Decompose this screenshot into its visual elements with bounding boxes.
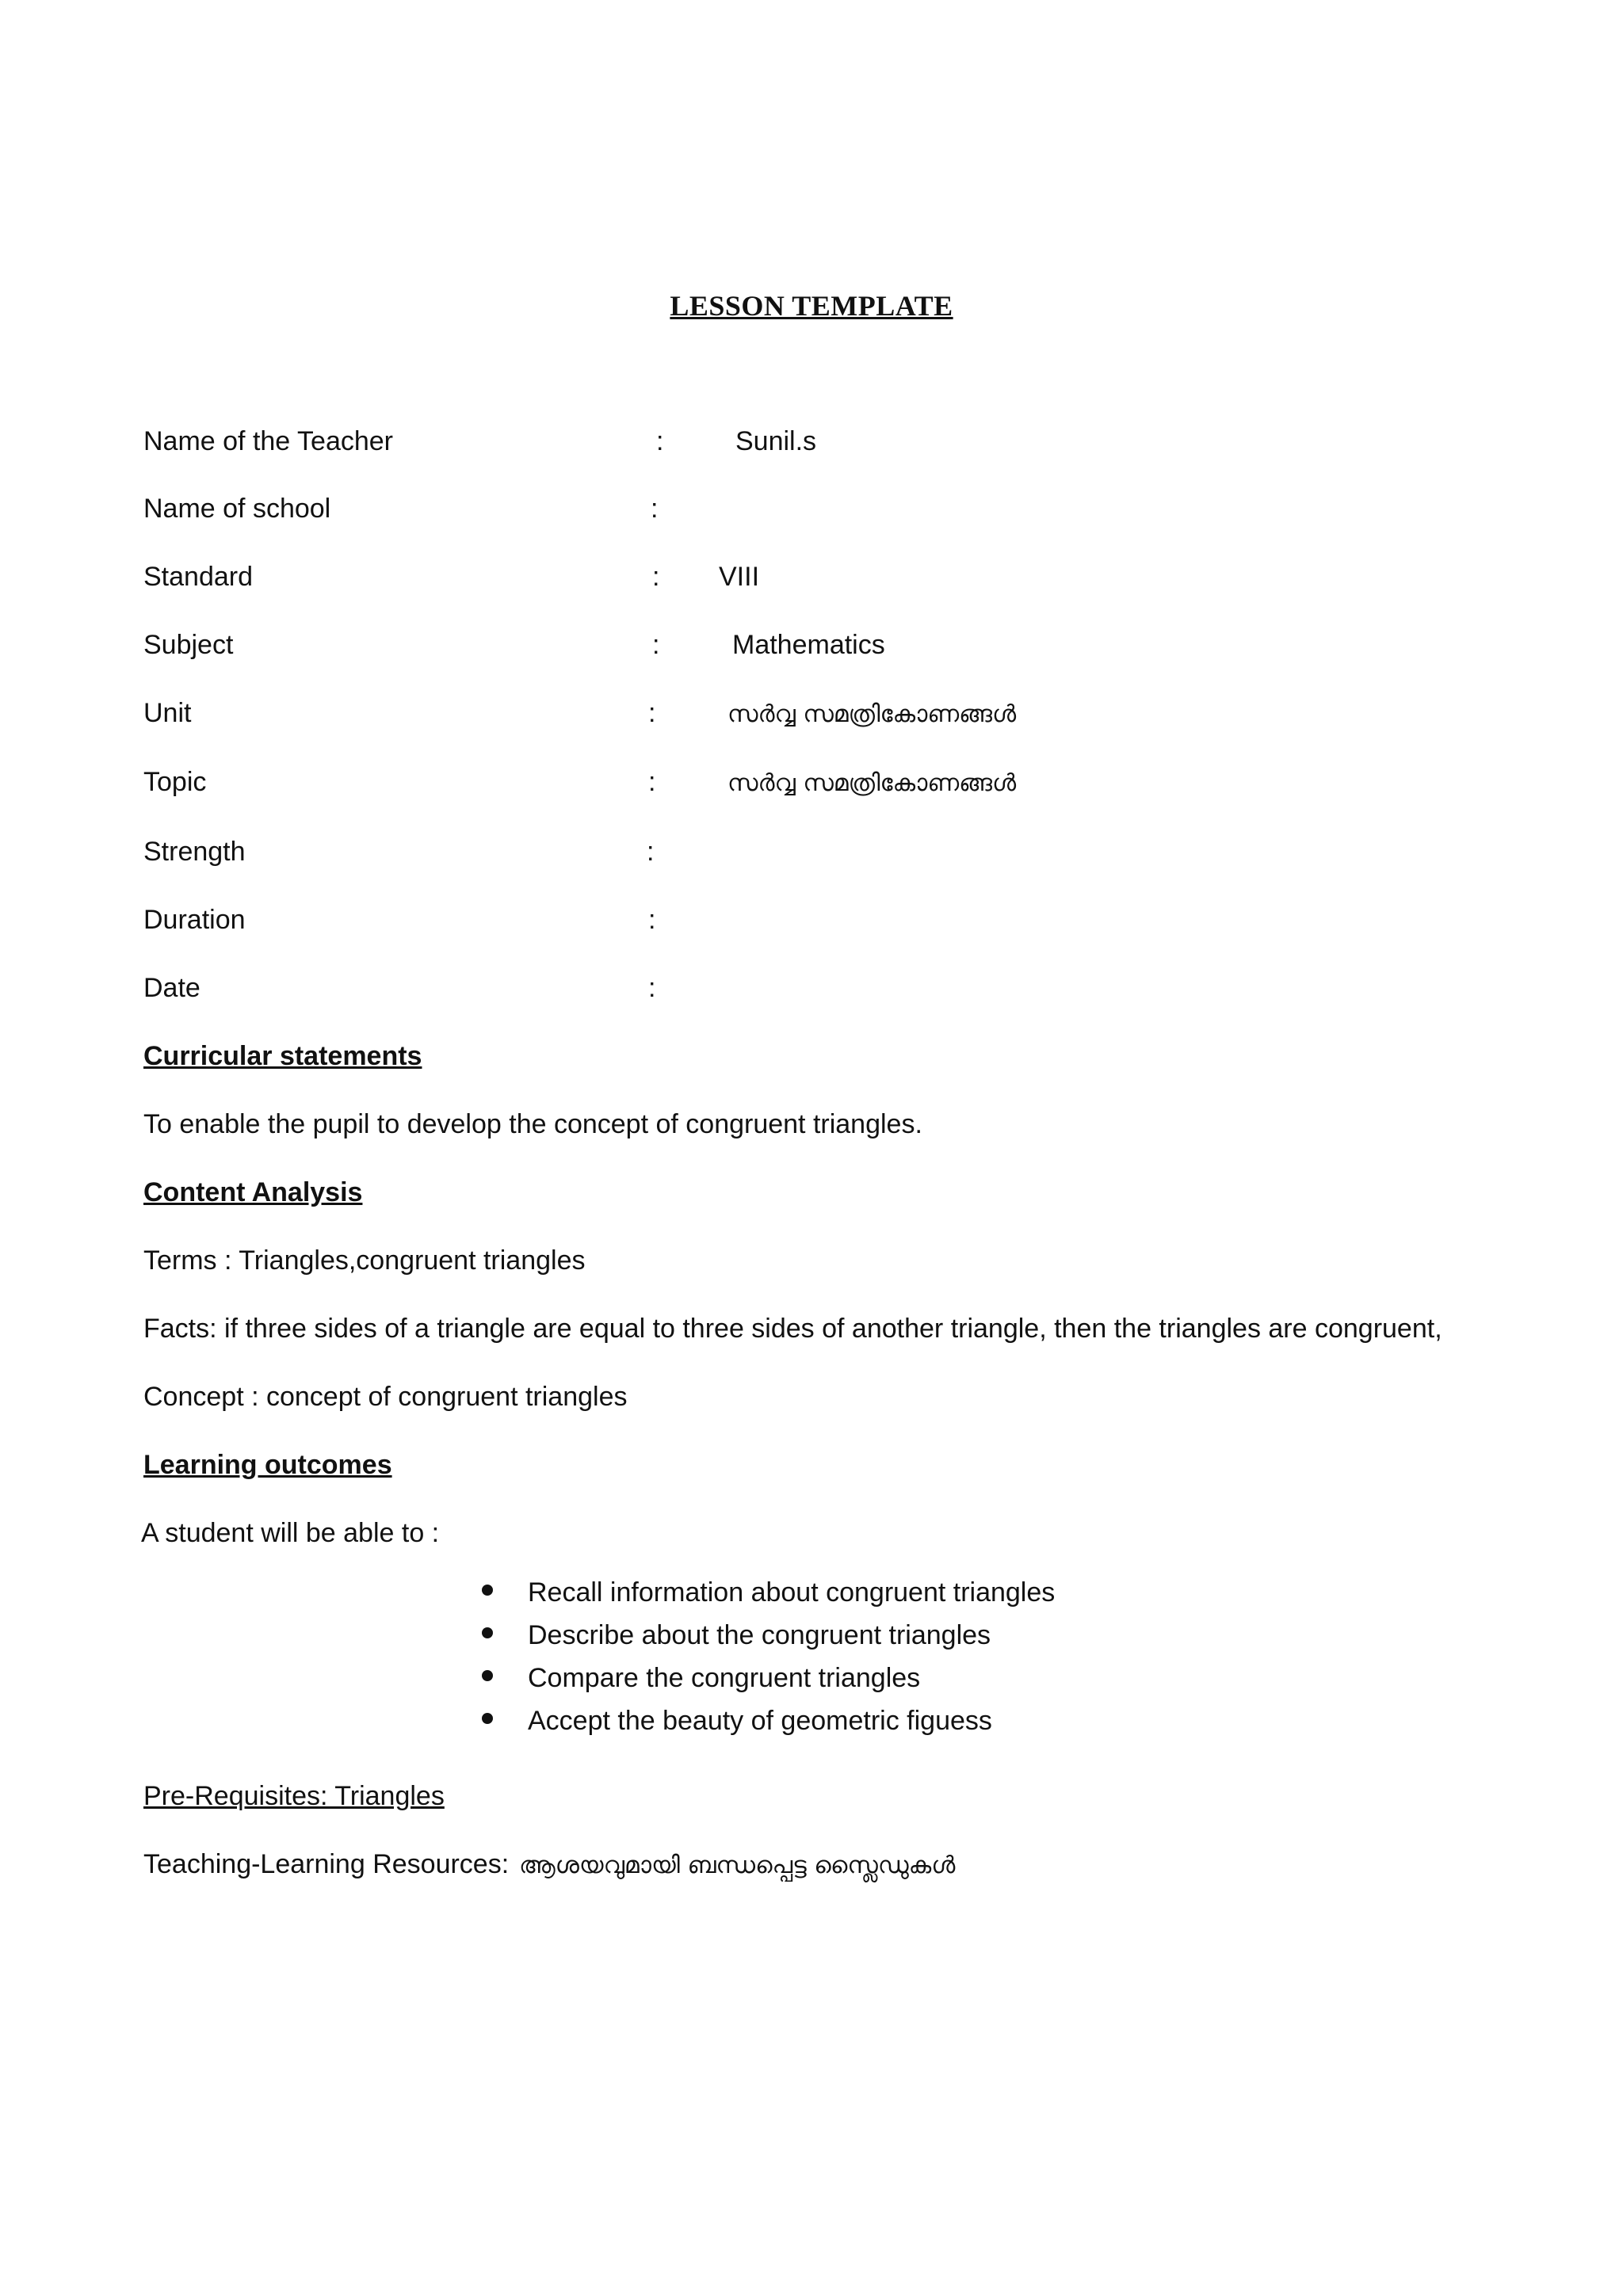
- content-facts: Facts: if three sides of a triangle are equal to three sides of another triangle, then the triangles are congruent,: [143, 1314, 1442, 1344]
- field-colon-school: :: [651, 494, 659, 524]
- field-label-strength: Strength: [143, 837, 246, 867]
- field-colon-strength: :: [647, 837, 655, 867]
- page-title: LESSON TEMPLATE: [670, 290, 953, 322]
- resources-label: Teaching-Learning Resources:: [143, 1849, 510, 1879]
- bullet-icon: [482, 1627, 493, 1638]
- content-concept: Concept : concept of congruent triangles: [143, 1382, 628, 1412]
- field-label-standard: Standard: [143, 562, 253, 592]
- field-label-duration: Duration: [143, 905, 246, 935]
- content-terms: Terms : Triangles,congruent triangles: [143, 1245, 586, 1276]
- field-value-subject: Mathematics: [732, 630, 885, 660]
- prerequisites: Pre-Requisites: Triangles: [143, 1781, 445, 1811]
- field-label-teacher: Name of the Teacher: [143, 426, 393, 456]
- list-item-text: Describe about the congruent triangles: [528, 1620, 991, 1650]
- field-colon-standard: :: [652, 562, 660, 592]
- field-value-teacher: Sunil.s: [735, 426, 817, 456]
- field-label-unit: Unit: [143, 698, 192, 728]
- content-analysis-heading: Content Analysis: [143, 1177, 363, 1207]
- field-colon-unit: :: [648, 698, 656, 728]
- list-item-text: Compare the congruent triangles: [528, 1663, 921, 1693]
- field-label-school: Name of school: [143, 494, 331, 524]
- learning-outcomes-intro: A student will be able to :: [141, 1518, 440, 1548]
- field-value-topic: സർവ്വ സമത്രികോണങ്ങൾ: [727, 769, 1017, 797]
- field-label-subject: Subject: [143, 630, 234, 660]
- field-colon-duration: :: [648, 905, 656, 935]
- learning-outcomes-heading: Learning outcomes: [143, 1450, 392, 1480]
- curricular-text: To enable the pupil to develop the concept of congruent triangles.: [143, 1109, 922, 1139]
- bullet-icon: [482, 1670, 493, 1681]
- curricular-heading: Curricular statements: [143, 1041, 422, 1071]
- bullet-icon: [482, 1713, 493, 1724]
- list-item: [475, 1703, 1055, 1746]
- list-item: [475, 1618, 1055, 1661]
- field-colon-date: :: [648, 973, 656, 1003]
- field-colon-topic: :: [648, 767, 656, 797]
- field-label-topic: Topic: [143, 767, 207, 797]
- field-value-unit: സർവ്വ സമത്രികോണങ്ങൾ: [727, 700, 1017, 728]
- field-label-date: Date: [143, 973, 200, 1003]
- field-value-standard: VIII: [719, 562, 760, 592]
- list-item: [475, 1661, 1055, 1703]
- resources-value: ആശയവുമായി ബന്ധപ്പെട്ട സ്ലൈഡുകൾ: [519, 1852, 956, 1879]
- list-item: [475, 1575, 1055, 1618]
- list-item-text: Recall information about congruent triangles: [528, 1577, 1056, 1608]
- bullet-icon: [482, 1585, 493, 1596]
- field-colon-teacher: :: [656, 426, 664, 456]
- list-item-text: Accept the beauty of geometric figuess: [528, 1706, 992, 1736]
- field-colon-subject: :: [652, 630, 660, 660]
- learning-outcomes-list: [475, 1575, 1055, 1746]
